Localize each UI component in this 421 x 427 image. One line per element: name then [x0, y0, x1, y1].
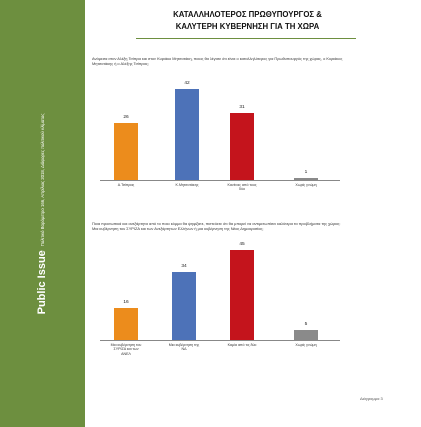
bar [230, 250, 254, 340]
title-line-2: ΚΑΛΥΤΕΡΗ ΚΥΒΕΡΝΗΣΗ ΓΙΑ ΤΗ ΧΩΡΑ [175, 22, 320, 31]
category-label: Κανένας από τους δύο [227, 183, 257, 192]
bar [294, 330, 318, 340]
category-label: Χωρίς γνώμη [295, 183, 317, 187]
bar-value-label: 34 [181, 264, 187, 269]
category-label: Α.Τσίπρας [117, 183, 135, 187]
title-line-1: ΚΑΤΑΛΛΗΛΟΤΕΡΟΣ ΠΡΩΘΥΠΟΥΡΓΟΣ & [173, 10, 322, 19]
bar-value-label: 16 [123, 300, 129, 305]
bar-value-label: 1 [304, 169, 308, 175]
bar-value-label: 26 [123, 115, 129, 121]
bar [114, 123, 138, 180]
chart-2 [92, 240, 354, 370]
category-label: Μια κυβέρνηση της ΝΔ [168, 343, 200, 352]
page-number: Διάγραμμα 3 [360, 396, 383, 401]
question-1: Ανάμεσα στον Αλέξη Τσίπρα και στον Κυριάκο Μητσοτάκη, ποιος θα λέγατε ότι είναι ο καταλληλότερος για Πρωθυπουργός της χώρας, ο Κυριάκος Μητσοτάκης ή ο Αλέξης Τσίπρας; [92, 56, 343, 66]
bar-value-label: 5 [304, 322, 308, 327]
question-2: Ποια προσωπικά και ανεξάρτητα από το ποιο κόμμα θα ψηφίζατε, πιστεύετε ότι θα μπορεί να αντιμετωπίσει καλύτερα τα προβλήματα της χώρας: Μια κυβέρνηση του ΣΥΡΙΖΑ και των Ανεξάρτητων Ελλήνων ή μια κυβέρνηση της Νέας Δημοκρατίας; [92, 221, 341, 231]
brand-name: Public Issue [36, 250, 48, 315]
bar-value-label: 45 [239, 242, 245, 247]
sidebar [0, 0, 85, 427]
category-label: Καμία από τις δύο [227, 343, 257, 347]
title-underline [136, 38, 356, 39]
bar-value-label: 31 [239, 104, 245, 110]
chart-1 [92, 74, 354, 206]
category-label: Μια κυβέρνηση του ΣΥΡΙΖΑ και των ΑΝΕΛ [110, 343, 142, 356]
bar-value-label: 42 [184, 80, 190, 86]
bar [230, 113, 254, 180]
bar [175, 89, 199, 180]
bar [172, 272, 196, 340]
x-axis [100, 180, 340, 181]
sidebar-caption: Πολιτικό Βαρόμετρο 166, Απρίλιος 2018, Διάφορες πολιτικού κλίματος [39, 113, 45, 247]
x-axis [100, 340, 340, 341]
page-title [105, 9, 390, 33]
sidebar-label [35, 4, 49, 424]
bar [114, 308, 138, 340]
category-label: Κ.Μητσοτάκης [175, 183, 199, 187]
category-label: Χωρίς γνώμη [295, 343, 317, 347]
